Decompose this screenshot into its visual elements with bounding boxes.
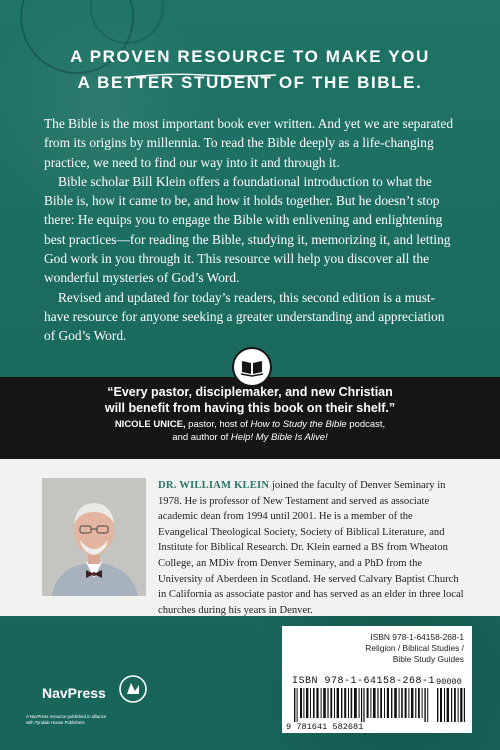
category-line: Religion / Biblical Studies /: [365, 643, 464, 653]
imprint-line: A NavPress resource published in alliance: [26, 714, 107, 719]
navpress-logo-icon: [118, 674, 148, 704]
author-name: DR. WILLIAM KLEIN: [158, 480, 270, 491]
quote-line-2: will benefit from having this book on their shelf.”: [104, 401, 396, 415]
endorser-book-title: Help! My Bible Is Alive!: [230, 432, 328, 443]
barcode: [292, 688, 432, 722]
author-bio-text: joined the faculty of Denver Seminary in 1978. He is professor of New Testament and served as associate academic dean from 1994 until 2001. He is a member of the Evangelical Theological Society, Society of Biblical Literature, and Institute for Biblical Research. Dr. Klein earned a BS from Wheaton College, an MDiv from Denver Seminary, and a PhD from the University of Aberdeen in Scotland. He served Calvary Baptist Church in California as associate pastor and has served as an elder in three local churches during his years in Denver.: [158, 480, 464, 616]
description-paragraph: The Bible is the most important book ever written. And yet we are separated from its origins by millennia. To read the Bible deeply as a life-changing practice, we need to find our way into it and through it.: [44, 116, 454, 170]
headline: [0, 44, 500, 96]
endorsement-attribution: [0, 418, 500, 444]
open-book-icon: [232, 347, 272, 387]
headline-line-2: A BETTER STUDENT OF THE BIBLE.: [77, 73, 423, 92]
endorser-name: NICOLE UNICE,: [114, 419, 186, 430]
isbn-info: [282, 632, 464, 665]
description-paragraph: Revised and updated for today’s readers, this second edition is a must-have resource for anyone seeking a greater understanding and appreciation of God’s Word.: [44, 289, 445, 344]
barcode-digits: 9 781641 582681: [286, 722, 364, 732]
podcast-title: How to Study the Bible: [250, 419, 347, 430]
quote-line-1: “Every pastor, disciplemaker, and new Christian: [107, 385, 393, 399]
endorser-role: pastor, host of: [185, 419, 251, 430]
imprint-line: with Tyndale House Publishers: [26, 719, 85, 725]
endorsement-quote: [0, 384, 500, 416]
endorser-role-suffix: podcast,: [346, 419, 386, 430]
barcode-addon: [436, 688, 466, 722]
publisher-name: NavPress: [42, 685, 106, 701]
underline-swash: [128, 73, 278, 79]
author-photo: [42, 478, 146, 596]
author-bio: [158, 478, 464, 618]
publisher-imprint: [26, 714, 146, 725]
isbn-line: ISBN 978-1-64158-268-1: [370, 632, 464, 642]
endorser-author-prefix: and author of: [172, 432, 231, 443]
description-paragraph: Bible scholar Bill Klein offers a foundational introduction to what the Bible is, how it came to be, and how it holds together. But he doesn’t stop there: He equips you to engage the Bible with enlivening and enlightening best practices—for reading the Bible, studying it, memorizing it, and letting God work in you through it. This resource will help you discover all the wonderful mysteries of God’s Word.: [44, 173, 451, 286]
barcode-addon-digits: 90000: [436, 677, 462, 687]
isbn-barcode-label: ISBN 978-1-64158-268-1: [292, 676, 436, 687]
description: [44, 114, 458, 346]
category-line: Bible Study Guides: [392, 654, 464, 664]
headline-line-1: A PROVEN RESOURCE TO MAKE YOU: [70, 47, 430, 66]
